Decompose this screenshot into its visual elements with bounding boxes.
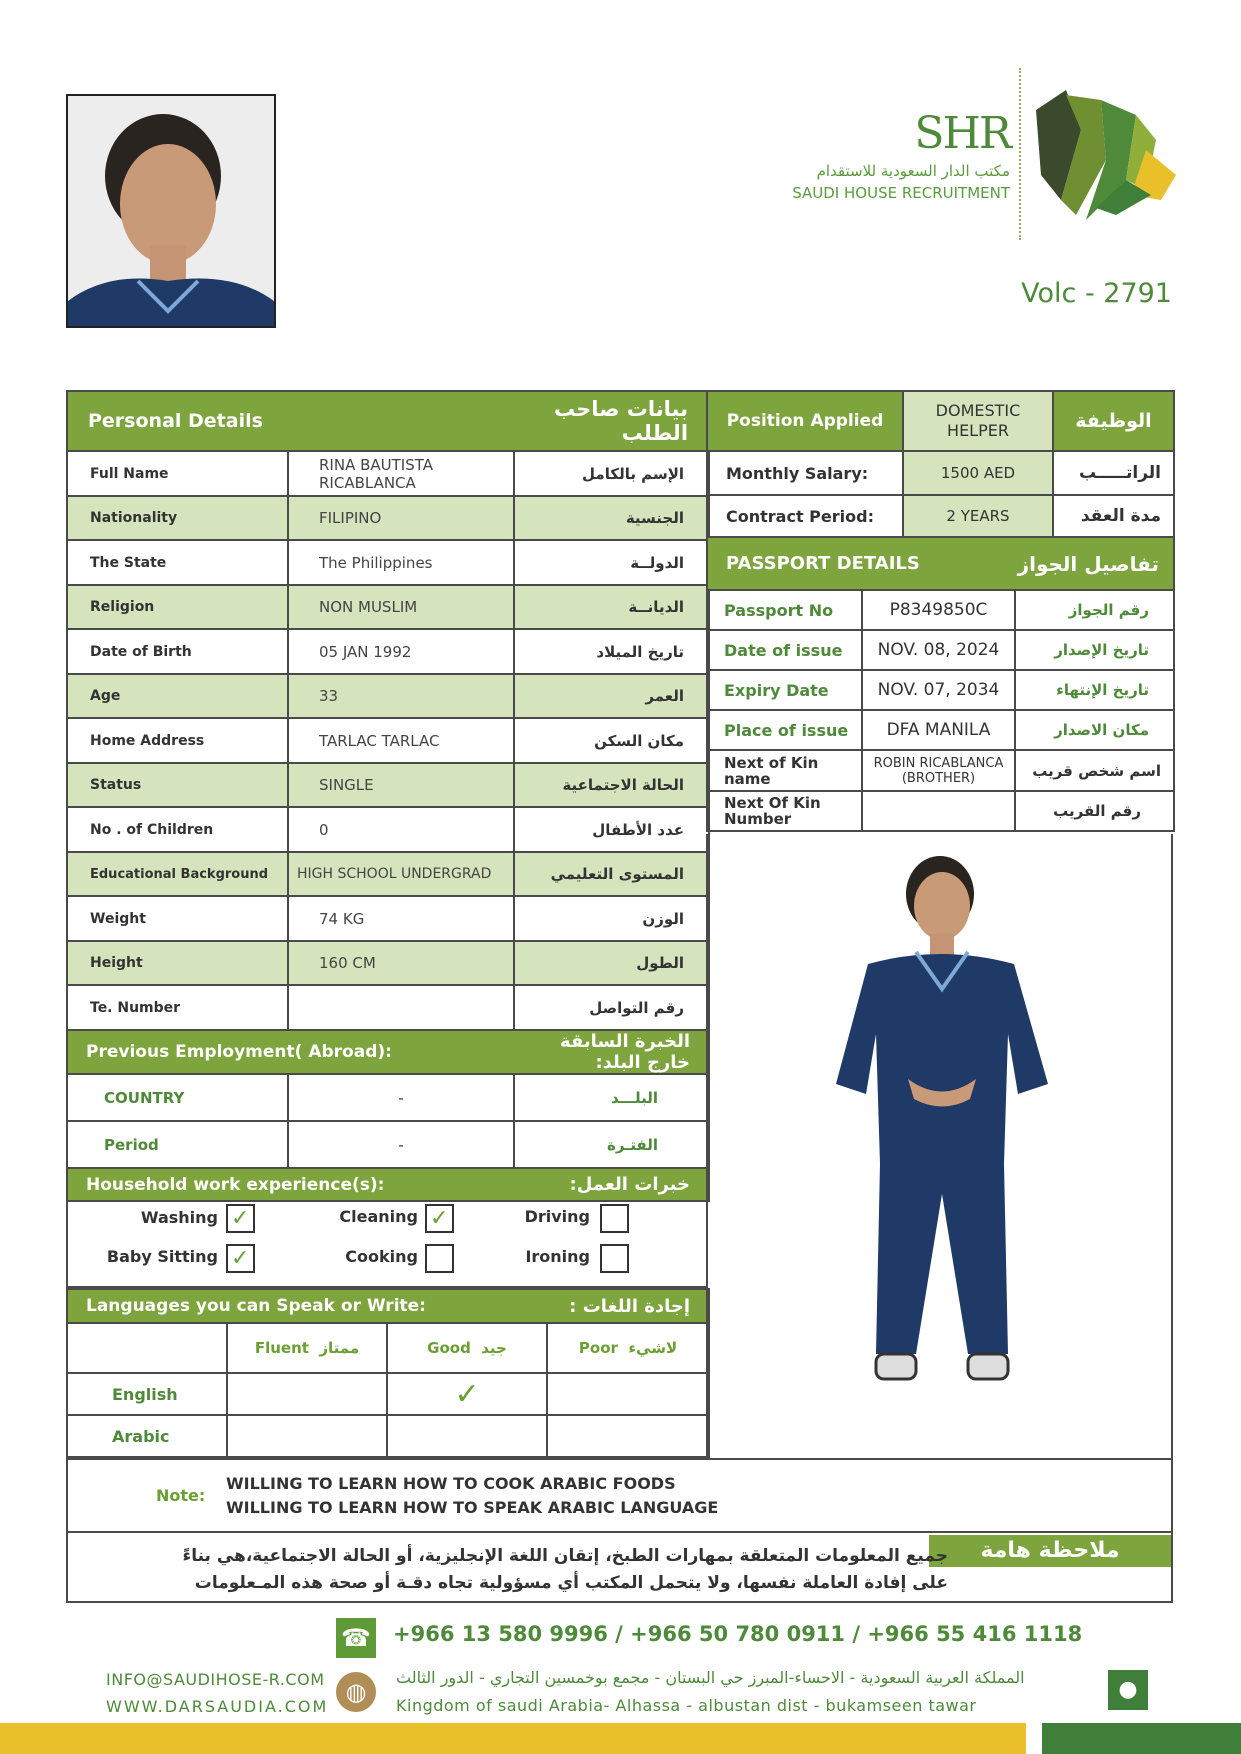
note-panel	[66, 1458, 1173, 1533]
issue-date-value: NOV. 08, 2024	[862, 630, 1015, 670]
phone-icon: ☎	[336, 1618, 376, 1658]
row-label-ar: الجنسية	[514, 496, 709, 540]
position-label-ar: الوظيفة	[1053, 391, 1174, 451]
row-label: Weight	[67, 896, 288, 941]
contract-label-ar: مدة العقد	[1053, 495, 1174, 537]
baby-sitting-checkbox[interactable]	[226, 1244, 255, 1273]
kin-name-label-ar: اسم شخص قريب	[1015, 750, 1174, 791]
position-value: DOMESTIC HELPER	[903, 391, 1053, 451]
row-label-ar: الإسم بالكامل	[514, 451, 709, 496]
english-good: ✓	[387, 1373, 547, 1415]
kin-number-label-ar: رقم القريب	[1015, 791, 1174, 831]
row-label: Nationality	[67, 496, 288, 540]
ironing-checkbox[interactable]	[600, 1244, 629, 1273]
arabic-poor	[547, 1415, 709, 1457]
state-value: The Philippines	[288, 540, 514, 585]
contract-value: 2 YEARS	[903, 495, 1053, 537]
row-label: Educational Background	[67, 852, 288, 896]
children-value: 0	[288, 807, 514, 852]
footer-yellow-bar	[0, 1723, 1026, 1754]
languages-table	[66, 1288, 710, 1458]
salary-value: 1500 AED	[903, 451, 1053, 495]
cleaning-label: Cleaning	[339, 1207, 418, 1226]
disclaimer-text	[88, 1543, 948, 1597]
table-row	[707, 670, 1174, 710]
email-link[interactable]: INFO@SAUDIHOSE-R.COM	[106, 1670, 325, 1689]
full-name-value: RINA BAUTISTA RICABLANCA	[288, 451, 514, 496]
row-label-ar: العمر	[514, 674, 709, 718]
check-icon: ✓	[430, 1206, 449, 1231]
personal-details-title: Personal Details	[67, 391, 514, 451]
row-label: Home Address	[67, 718, 288, 763]
arabic-good	[387, 1415, 547, 1457]
phone-numbers[interactable]: +966 13 580 9996 / +966 50 780 0911 / +966 55 416 1118	[393, 1622, 1083, 1646]
full-body-photo-frame	[706, 834, 1173, 1460]
footer-green-bar	[1042, 1723, 1241, 1754]
table-row	[707, 451, 1174, 495]
issue-date-label-ar: تاريخ الإصدار	[1015, 630, 1174, 670]
salary-label: Monthly Salary:	[707, 451, 903, 495]
globe-icon: ◍	[336, 1672, 376, 1712]
company-logo-text	[770, 108, 1010, 202]
table-row	[707, 630, 1174, 670]
cooking-checkbox[interactable]	[425, 1244, 454, 1273]
row-label: No . of Children	[67, 807, 288, 852]
table-row	[67, 1074, 709, 1121]
table-row	[67, 1373, 709, 1415]
personal-details-table	[66, 390, 710, 1202]
household-title: Household work experience(s):	[67, 1168, 514, 1201]
cleaning-checkbox[interactable]	[425, 1204, 454, 1233]
website-link[interactable]: WWW.DARSAUDIA.COM	[106, 1697, 329, 1716]
english-poor	[547, 1373, 709, 1415]
note-label: Note:	[156, 1486, 206, 1505]
position-table	[706, 390, 1175, 538]
table-row	[707, 710, 1174, 750]
religion-value: NON MUSLIM	[288, 585, 514, 629]
logo-arabic-name: مكتب الدار السعودية للاستقدام	[816, 162, 1010, 180]
age-value: 33	[288, 674, 514, 718]
table-row	[67, 852, 709, 896]
position-label: Position Applied	[707, 391, 903, 451]
washing-checkbox[interactable]	[226, 1204, 255, 1233]
personal-details-title-ar: بيانات صاحب الطلب	[514, 391, 709, 451]
passport-no-label-ar: رقم الجواز	[1015, 590, 1174, 630]
row-label: Height	[67, 941, 288, 985]
phone-number-value	[288, 985, 514, 1030]
country-value: -	[288, 1074, 514, 1121]
contract-label: Contract Period:	[707, 495, 903, 537]
logo-mark: SHR	[914, 108, 1010, 159]
table-row	[67, 763, 709, 807]
note-line-1: WILLING TO LEARN HOW TO COOK ARABIC FOODS	[226, 1474, 676, 1493]
driving-checkbox[interactable]	[600, 1204, 629, 1233]
applicant-headshot-photo	[66, 94, 276, 328]
row-label: Date of Birth	[67, 629, 288, 674]
household-experience-panel	[66, 1188, 708, 1288]
note-line-2: WILLING TO LEARN HOW TO SPEAK ARABIC LANGUAGE	[226, 1498, 719, 1517]
table-row	[67, 896, 709, 941]
expiry-date-label: Expiry Date	[707, 670, 862, 710]
row-label: Te. Number	[67, 985, 288, 1030]
previous-employment-title-ar: الخبرة السابقة خارج البلد:	[514, 1030, 709, 1074]
issue-place-label: Place of issue	[707, 710, 862, 750]
issue-place-value: DFA MANILA	[862, 710, 1015, 750]
row-label: Period	[67, 1121, 288, 1168]
row-label-ar: رقم التواصل	[514, 985, 709, 1030]
table-row	[707, 495, 1174, 537]
address-arabic: المملكة العربية السعودية - الاحساء-المبرز حي البستان - مجمع بوخمسين التجاري - الدور الثالث	[396, 1668, 1025, 1687]
row-label-ar: الفتـرة	[514, 1121, 709, 1168]
reference-code: Volc - 2791	[1021, 278, 1172, 309]
passport-no-value: P8349850C	[862, 590, 1015, 630]
saudi-map-logo-icon	[1026, 90, 1176, 225]
household-title-ar: خبرات العمل:	[514, 1168, 709, 1201]
passport-title: PASSPORT DETAILS	[707, 537, 1015, 590]
disclaimer-line-1: جميع المعلومات المتعلقة بمهارات الطبخ، إتقان اللغة الإنجليزية، أو الحالة الاجتماعية،هي بناءً	[182, 1546, 948, 1566]
table-row	[67, 674, 709, 718]
table-row	[67, 451, 709, 496]
check-icon: ✓	[231, 1246, 250, 1271]
col-fluent: Fluent ممتاز	[227, 1323, 387, 1373]
birth-date-value: 05 JAN 1992	[288, 629, 514, 674]
table-row	[67, 496, 709, 540]
table-row	[67, 1121, 709, 1168]
driving-label: Driving	[524, 1207, 590, 1226]
address-english: Kingdom of saudi Arabia- Alhassa - albustan dist - bukamseen tawar	[396, 1696, 977, 1715]
salary-label-ar: الراتـــــب	[1053, 451, 1174, 495]
issue-place-label-ar: مكان الاصدار	[1015, 710, 1174, 750]
row-label: COUNTRY	[67, 1074, 288, 1121]
row-label-ar: الديانــة	[514, 585, 709, 629]
row-label-ar: الوزن	[514, 896, 709, 941]
passport-table	[706, 536, 1175, 832]
table-row	[707, 590, 1174, 630]
status-value: SINGLE	[288, 763, 514, 807]
kin-number-value	[862, 791, 1015, 831]
table-row	[67, 1415, 709, 1457]
table-row	[67, 540, 709, 585]
row-label: Full Name	[67, 451, 288, 496]
row-label-ar: تاريخ الميلاد	[514, 629, 709, 674]
row-label: Age	[67, 674, 288, 718]
row-label-ar: البلـــد	[514, 1074, 709, 1121]
logo-english-name: SAUDI HOUSE RECRUITMENT	[792, 184, 1010, 202]
weight-value: 74 KG	[288, 896, 514, 941]
col-poor: Poor لاشيء	[547, 1323, 709, 1373]
location-pin-icon: ●	[1108, 1670, 1148, 1710]
applicant-full-body-photo	[708, 834, 1171, 1460]
disclaimer-line-2: على إفادة العاملة نفسها، ولا يتحمل المكتب أي مسؤولية تجاه دقـة أو صحة هذه المـعلومات	[194, 1573, 948, 1593]
arabic-fluent	[227, 1415, 387, 1457]
check-icon: ✓	[231, 1206, 250, 1231]
cooking-label: Cooking	[345, 1247, 418, 1266]
row-label: Religion	[67, 585, 288, 629]
issue-date-label: Date of issue	[707, 630, 862, 670]
disclaimer-title: ملاحظة هامة	[929, 1535, 1171, 1567]
note-text	[226, 1472, 718, 1520]
table-row	[67, 585, 709, 629]
row-label-ar: الدولــة	[514, 540, 709, 585]
disclaimer-panel	[66, 1531, 1173, 1603]
table-row	[707, 750, 1174, 791]
languages-title: Languages you can Speak or Write:	[67, 1289, 387, 1323]
previous-employment-title: Previous Employment( Abroad):	[67, 1030, 514, 1074]
table-row	[67, 718, 709, 763]
ironing-label: Ironing	[525, 1247, 590, 1266]
washing-label: Washing	[140, 1208, 218, 1227]
col-good: Good جيد	[387, 1323, 547, 1373]
language-label: Arabic	[67, 1415, 227, 1457]
baby-sitting-label: Baby Sitting	[106, 1247, 218, 1266]
row-label-ar: الطول	[514, 941, 709, 985]
kin-name-value: ROBIN RICABLANCA (BROTHER)	[862, 750, 1015, 791]
kin-name-label: Next of Kin name	[707, 750, 862, 791]
empty-cell	[67, 1323, 227, 1373]
row-label-ar: مكان السكن	[514, 718, 709, 763]
row-label-ar: عدد الأطفال	[514, 807, 709, 852]
period-value: -	[288, 1121, 514, 1168]
home-address-value: TARLAC TARLAC	[288, 718, 514, 763]
table-row	[67, 985, 709, 1030]
nationality-value: FILIPINO	[288, 496, 514, 540]
education-value: HIGH SCHOOL UNDERGRAD	[288, 852, 514, 896]
expiry-date-label-ar: تاريخ الإنتهاء	[1015, 670, 1174, 710]
table-row	[67, 941, 709, 985]
passport-title-ar: تفاصيل الجواز	[1015, 537, 1174, 590]
row-label-ar: المستوى التعليمي	[514, 852, 709, 896]
table-row	[67, 629, 709, 674]
expiry-date-value: NOV. 07, 2034	[862, 670, 1015, 710]
row-label: The State	[67, 540, 288, 585]
table-row	[707, 791, 1174, 831]
kin-number-label: Next Of Kin Number	[707, 791, 862, 831]
row-label-ar: الحالة الاجتماعية	[514, 763, 709, 807]
language-label: English	[67, 1373, 227, 1415]
height-value: 160 CM	[288, 941, 514, 985]
passport-no-label: Passport No	[707, 590, 862, 630]
languages-title-ar: إجادة اللغات :	[387, 1289, 709, 1323]
logo-divider	[1019, 68, 1021, 240]
english-fluent	[227, 1373, 387, 1415]
table-row	[67, 807, 709, 852]
row-label: Status	[67, 763, 288, 807]
